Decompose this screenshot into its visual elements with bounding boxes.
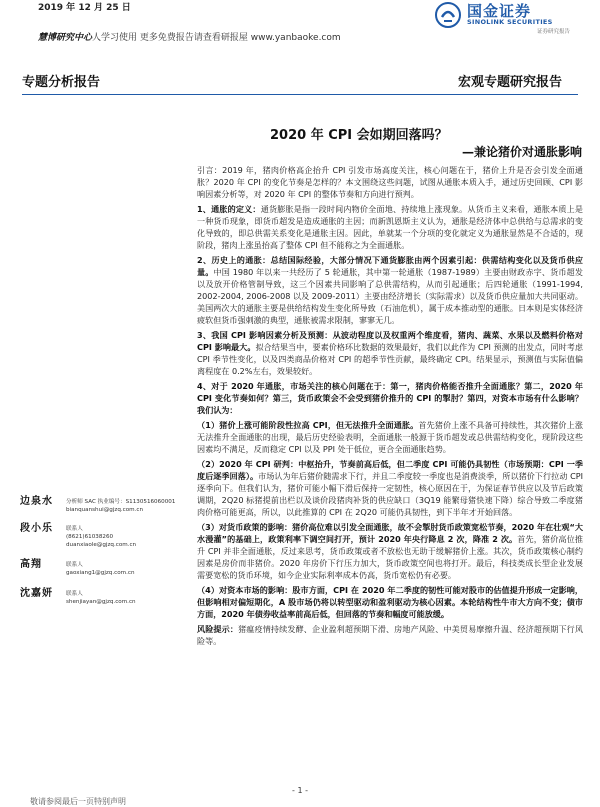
analyst-role: 联系人	[66, 562, 83, 568]
logo-name-cn: 国金证券	[467, 2, 532, 20]
report-type: 宏观专题研究报告	[457, 75, 562, 90]
paragraph-factors: 3、我国 CPI 影响因素分析及预测：从波动程度以及权重两个维度看，猪肉、蔬菜、水果以及燃料价格对 CPI 影响最大。拟合结果当中，要素价格环比数据的效果最好，我们以此作为 CPI 预测的出发点，同时考虑 CPI 季节性变化，以及四类商品价格对 CPI 的超季节性贡献，最终确定 CPI。结果显示，预测值与实际值偏离程度在 0.2%左右，效果较好。	[197, 330, 583, 376]
analyst-name: 边泉水	[20, 496, 53, 507]
paragraph-intro: 引言：2019 年，猪肉价格高企抬升 CPI 引发市场高度关注，核心问题在于，猪价上升是否会引发全面通胀？2020 年 CPI 的变化节奏是怎样的？本文围绕这些问题，试图从通胀本质入手，通过历史回顾、CPI 影响因素分析等，对 2020 年 CPI 的整体节奏和方向进行预判。	[197, 165, 583, 199]
report-subtitle: —兼论猪价对通胀影响	[461, 145, 582, 159]
analyst-name: 高翔	[20, 559, 42, 570]
analyst-role: 联系人	[66, 526, 83, 532]
report-title: 2020 年 CPI 会如期回落吗？	[270, 128, 448, 143]
paragraph-history: 2、历史上的通胀：总结国际经验，大部分情况下通货膨胀由两个因素引起：供需结构变化以及货币供应量。中国 1980 年以来一共经历了 5 轮通胀，其中第一轮通胀（1987-1989）主要由财政赤字、货币超发以及放开价格管制导致，这三个因素共同影响了总供需结构，从而引起通胀；后四轮通胀（1991-1994, 2002-2004, 2006-2008 以及 2009-2011）主要由经济增长（实际需求）以及货币供应量加大共同驱动。美国两次大的通胀主要是供给结构发生变化所导致（石油危机），属于成本推动型的通胀。日本则是实体经济疲软但货币强刺激的典型，通胀被需求限制，寥寥无几。	[197, 255, 583, 325]
analyst-email[interactable]: duanxiaole@gjzq.com.cn	[66, 542, 137, 548]
analyst-email[interactable]: shenjiayan@gjzq.com.cn	[66, 599, 136, 605]
analyst-detail: 分析师 SAC 执业编号：S1130516060001	[66, 499, 176, 505]
page-number: - 1 -	[292, 786, 308, 795]
paragraph-point-4: （4）对资本市场的影响：股市方面，CPI 在 2020 年二季度的韧性可能对股市的估值提升形成一定影响，但影响相对偏短期化，A 股市场仍将以转型驱动和盈利驱动为核心因素。本轮结构性牛市大方向不变；债市方面，2020 年债券收益率前高后低，但回落的节奏和幅度可能放缓。	[197, 585, 583, 619]
header-divider	[22, 94, 578, 95]
paragraph-point-3: （3）对货币政策的影响：猪价高位难以引发全面通胀，故不会掣肘货币政策宽松节奏，2020 年在壮观“大水漫灌”的基础上，政策利率下调空间打开，预计 2020 年央行降息 2 次，降准 2 次。首先，猪价高位推升 CPI 并非全面通胀，反过来思考，货币政策或者不放松也无助于缓解猪价上涨。其次，货币政策核心制约因素是房价而非猪价。2020 年房价下行压力加大，货币政策空间也将打开。最后，科技类成长型企业发展需要宽松的货币环境，如今企业实际利率成本仍高，货币宽松仍有必要。	[197, 522, 583, 580]
watermark-line	[38, 30, 341, 43]
watermark-brand: 慧博研究中心	[38, 33, 93, 43]
footer-disclaimer: 敬请参阅最后一页特别声明	[30, 797, 126, 806]
report-category: 专题分析报告	[22, 75, 101, 90]
company-logo	[435, 0, 580, 36]
logo-icon	[435, 2, 461, 28]
logo-name-en: SINOLINK SECURITIES	[467, 18, 553, 26]
watermark-text: 人学习使用 更多免费报告请查看研报屋 www.yanbaoke.com	[92, 33, 341, 43]
logo-subtitle: 证券研究报告	[536, 29, 570, 35]
analyst-email[interactable]: bianquanshui@gjzq.com.cn	[66, 507, 144, 513]
paragraph-point-1: （1）猪价上涨可能阶段性拉高 CPI，但无法推升全面通胀。首先猪价上涨不具备可持续性，其次猪价上涨无法推升全面通胀的出现，最后历史经验表明，全面通胀一般源于货币超发或总供需结构变化，现阶段这些因素均不满足，反而稳定 CPI 以及 PPI 处于低位，更合全面通胀趋势。	[197, 420, 583, 454]
analyst-email[interactable]: gaoxiang1@gjzq.com.cn	[66, 570, 135, 576]
analyst-name: 段小乐	[20, 523, 53, 534]
analyst-name: 沈嘉妍	[20, 588, 53, 599]
analyst-role: 联系人	[66, 591, 83, 597]
report-body	[197, 164, 583, 650]
paragraph-definition: 1、通胀的定义：通货膨胀是指一段时间内物价全面地、持续地上涨现象。从货币主义来看，通胀本质上是一种货币现象，即货币超发是造成通胀的主因；而新凯恩斯主义认为，通胀是经济体中总供给与总需求的变化导致的，即总供需关系变化是通胀主因。因此，单就某一个分项的变化就定义为通胀显然是不合适的，现阶段，猪肉上涨虽抬高了整体 CPI 但不能称之为全面通胀。	[197, 204, 583, 250]
paragraph-risk: 风险提示：猪瘟疫情持续发酵、企业盈利超预期下滑、房地产风险、中美贸易摩擦升温、经济超预期下行风险等。	[197, 624, 583, 646]
paragraph-point-2: （2）2020 年 CPI 研判：中枢抬升，节奏前高后低，但二季度 CPI 可能仍具韧性（市场预期：CPI 一季度后逐季回落）。市场认为年后猪价随需求下行，并且二季度较一季度也是消费淡季，所以猪价下行拉动 CPI 逐季向下。但我们认为，猪价可能小幅下滑后保持一定韧性，核心原因在于，为保证春节供应以及节后政策调期，2Q20 标猪提前出栏以及谈价段猪肉补货的供应缺口（3Q19 能繁母猪快速下降）综合导致二季度猪肉价格可能更高，所以，以此推算的 CPI 在 2Q20 可能仍具韧性，到下半年才开始回落。	[197, 459, 584, 517]
analyst-phone: (8621)61038260	[66, 534, 114, 540]
report-date: 2019 年 12 月 25 日	[38, 3, 131, 13]
paragraph-questions: 4、对于 2020 年通胀，市场关注的核心问题在于：第一，猪肉价格能否推升全面通胀？第二，2020 年 CPI 变化节奏如何？第三，货币政策会不会受到猪价推升的 CPI 的掣肘？第四，对资本市场有什么影响？我们认为：	[197, 381, 583, 415]
